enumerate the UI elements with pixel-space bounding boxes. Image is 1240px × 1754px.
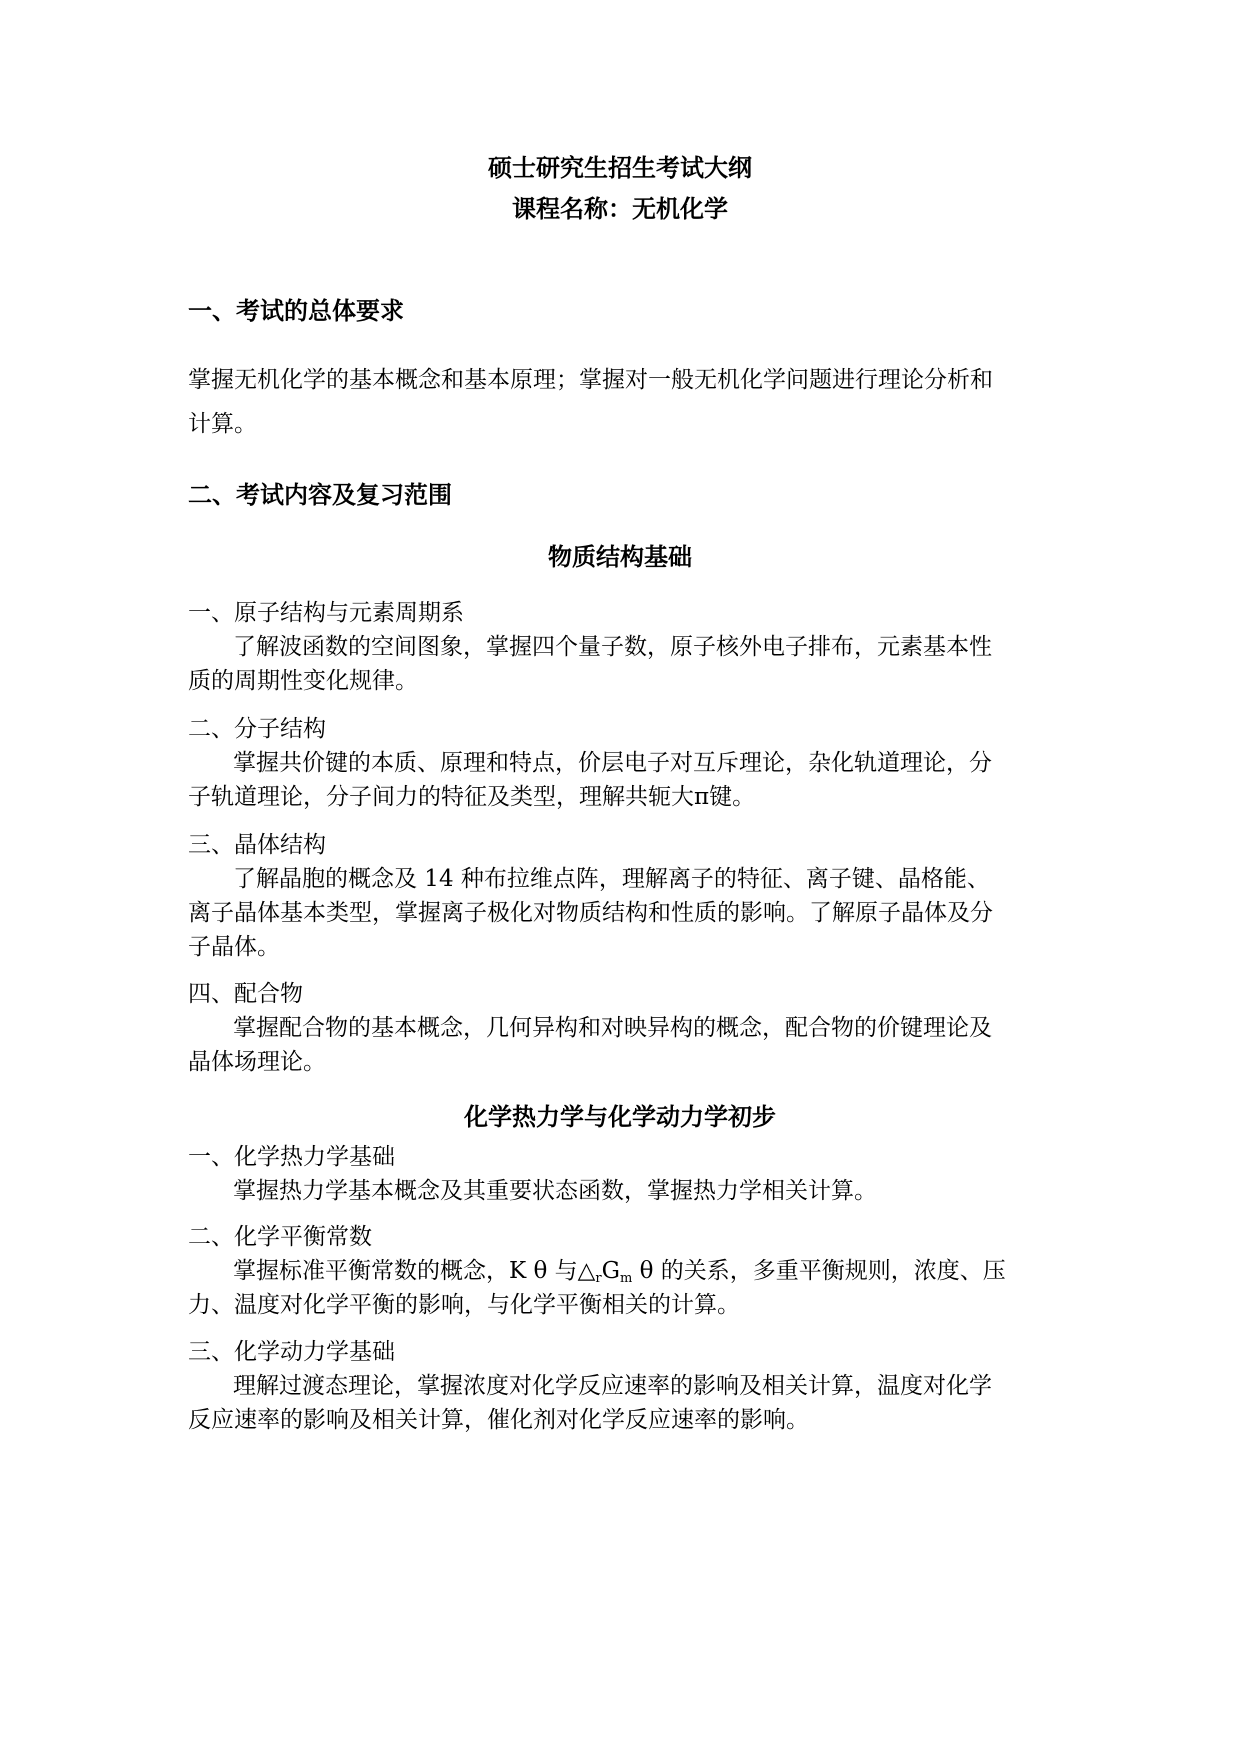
text-segment: G: [601, 1258, 620, 1284]
item-title: 三、晶体结构: [188, 832, 326, 858]
item-line: 掌握共价键的本质、原理和特点，价层电子对互斥理论，杂化轨道理论，分: [233, 750, 992, 776]
item-title: 二、化学平衡常数: [188, 1224, 372, 1250]
item-title: 一、化学热力学基础: [188, 1144, 395, 1170]
item-line: 子轨道理论，分子间力的特征及类型，理解共轭大π键。: [188, 784, 756, 810]
text-segment: θ 的关系，多重平衡规则，浓度、压: [632, 1258, 1006, 1284]
document-title: 硕士研究生招生考试大纲: [488, 153, 752, 182]
paragraph-line: 计算。: [188, 411, 257, 437]
paragraph-line: 掌握无机化学的基本概念和基本原理；掌握对一般无机化学问题进行理论分析和: [188, 367, 993, 393]
subscript-r: r: [595, 1271, 602, 1286]
item-title: 一、原子结构与元素周期系: [188, 600, 464, 626]
item-line: 了解晶胞的概念及 14 种布拉维点阵，理解离子的特征、离子键、晶格能、: [233, 866, 990, 892]
item-title: 四、配合物: [188, 981, 303, 1007]
text-segment: 掌握标准平衡常数的概念，K θ 与△: [233, 1258, 596, 1284]
course-name: 课程名称：无机化学: [512, 194, 728, 223]
item-line: 晶体场理论。: [188, 1049, 326, 1075]
item-line: 了解波函数的空间图象，掌握四个量子数，原子核外电子排布，元素基本性: [233, 634, 992, 660]
item-line: 掌握热力学基本概念及其重要状态函数，掌握热力学相关计算。: [233, 1178, 877, 1204]
item-line: 反应速率的影响及相关计算，催化剂对化学反应速率的影响。: [188, 1407, 809, 1433]
item-line: 离子晶体基本类型，掌握离子极化对物质结构和性质的影响。了解原子晶体及分: [188, 900, 993, 926]
item-line: 理解过渡态理论，掌握浓度对化学反应速率的影响及相关计算，温度对化学: [233, 1373, 992, 1399]
item-title: 二、分子结构: [188, 716, 326, 742]
item-line: 质的周期性变化规律。: [188, 668, 418, 694]
item-line: 掌握配合物的基本概念，几何异构和对映异构的概念，配合物的价键理论及: [233, 1015, 992, 1041]
subscript-m: m: [619, 1271, 633, 1286]
part-title-thermo-kinetics: 化学热力学与化学动力学初步: [464, 1102, 776, 1131]
part-title-structure: 物质结构基础: [548, 542, 692, 571]
item-line: 力、温度对化学平衡的影响，与化学平衡相关的计算。: [188, 1292, 740, 1318]
item-title: 三、化学动力学基础: [188, 1339, 395, 1365]
section-heading-general-requirements: 一、考试的总体要求: [188, 296, 404, 325]
item-line: 子晶体。: [188, 934, 280, 960]
equilibrium-line: [233, 1258, 1006, 1286]
section-heading-content-scope: 二、考试内容及复习范围: [188, 480, 452, 509]
